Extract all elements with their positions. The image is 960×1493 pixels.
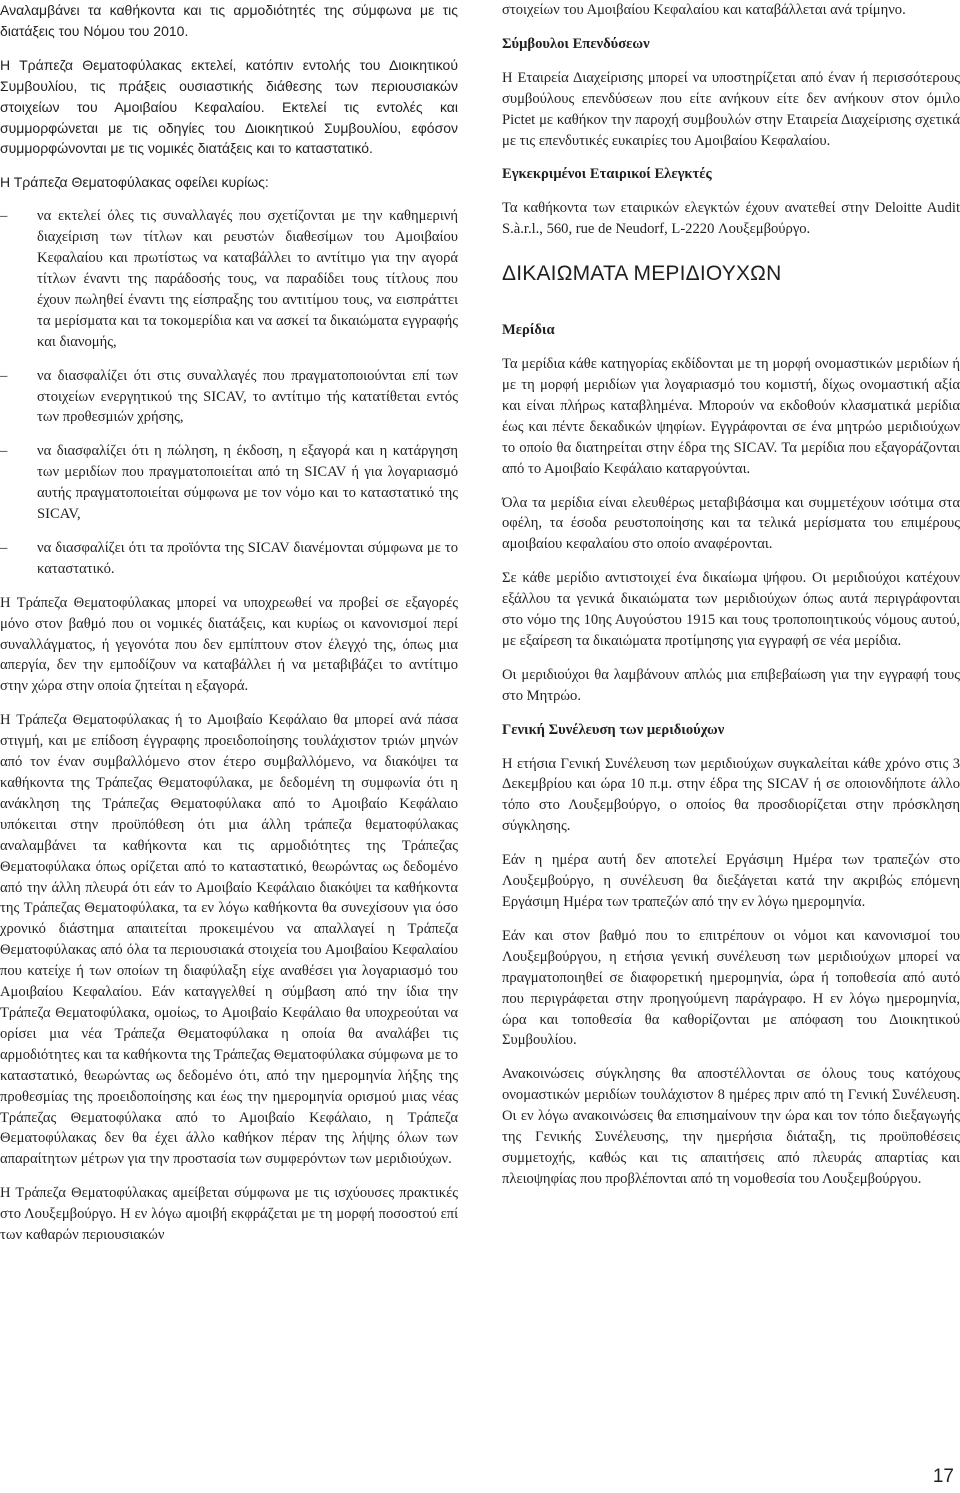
section-title-shareholder-rights: ΔΙΚΑΙΩΜΑΤΑ ΜΕΡΙΔΙΟΥΧΩΝ <box>502 262 782 286</box>
right-column <box>502 0 960 1203</box>
heading-shares: Μερίδια <box>502 322 555 339</box>
heading-general-meeting: Γενική Συνέλευση των μεριδιούχων <box>502 721 725 738</box>
paragraph-duties-law: Αναλαμβάνει τα καθήκοντα και τις αρμοδιότητές της σύμφωνα με τις διατάξεις του Νόμου του 2010. <box>0 2 458 39</box>
list-item <box>0 366 458 429</box>
list-item <box>0 441 458 525</box>
paragraph-meeting-business-day: Εάν η ημέρα αυτή δεν αποτελεί Εργάσιμη Ημέρα των τραπεζών στο Λουξεμβούργο, η συνέλευση θα διεξάγεται κατά την ακριβώς επόμενη Εργάσιμη Ημέρα των τραπεζών από την εν λόγω ημερομηνία. <box>502 852 960 910</box>
paragraph-redemptions: Η Τράπεζα Θεματοφύλακας μπορεί να υποχρεωθεί να προβεί σε εξαγορές μόνο στον βαθμό που οι νομικές διατάξεις, και κυρίως οι κανονισμοί περί συναλλάγματος, ή γεγονότα που δεν εμπίπτουν στον έλεγχό της, όπως μια απεργία, δεν την εμποδίζουν να καταβάλλει ή να μεταβιβάζει το αντίτιμο στην χώρα στην οποία ζητείται η εξαγορά. <box>0 594 458 695</box>
list-item-text: να διασφαλίζει ότι η πώληση, η έκδοση, η εξαγορά και η κατάργηση των μεριδίων που πραγματοποιείται από τη SICAV ή για λογαριασμό αυτής πραγματοποιείται σύμφωνα με τον νόμο και το καταστατικό της SICAV, <box>37 443 458 523</box>
paragraph-custodian-obligations-intro: Η Τράπεζα Θεματοφύλακας οφείλει κυρίως: <box>0 174 269 191</box>
dash-bullet-icon: – <box>0 208 8 225</box>
dash-bullet-icon: – <box>0 539 8 556</box>
list-item-text: να εκτελεί όλες τις συναλλαγές που σχετίζονται με την καθημερινή διαχείριση των τίτλων και ρευστών διαθεσίμων του Αμοιβαίου Κεφαλαίου και πρωτίστως να καταβάλλει το αντίτιμο για την αγορά τίτλων έναντι της παράδοσής τους, να παραδίδει τους τίτλους που έχουν πωληθεί έναντι της είσπραξης του αντιτίμου τους, να εισπράττει τα μερίσματα και τα τοκομερίδια και να ασκεί τα δικαιώματα εγγραφής και διανομής, <box>37 208 458 350</box>
obligations-list <box>0 206 458 580</box>
list-item <box>0 538 458 580</box>
list-item-text: να διασφαλίζει ότι τα προϊόντα της SICAV διανέμονται σύμφωνα με το καταστατικό. <box>37 539 458 577</box>
dash-bullet-icon: – <box>0 443 8 460</box>
heading-auditors: Εγκεκριμένοι Εταιρικοί Ελεγκτές <box>502 166 712 183</box>
paragraph-shares-confirmation: Οι μεριδιούχοι θα λαμβάνουν απλώς μια επιβεβαίωση για την εγγραφή τους στο Μητρώο. <box>502 666 960 704</box>
list-item-text: να διασφαλίζει ότι στις συναλλαγές που πραγματοποιούνται επί των στοιχείων ενεργητικού της SICAV, το αντίτιμο τής κατατίθεται εντός των προθεσμιών χρήσης, <box>37 367 458 426</box>
list-item <box>0 206 458 352</box>
paragraph-meeting-notices: Ανακοινώσεις σύγκλησης θα αποστέλλονται σε όλους τους κατόχους ονομαστικών μεριδίων τουλάχιστον 8 ημέρες πριν από τη Γενική Συνέλευση. Οι εν λόγω ανακοινώσεις θα επισημαίνουν την ώρα και τον τόπο διεξαγωγής της Γενικής Συνέλευσης, την ημερήσια διάταξη, τις προϋποθέσεις συμμετοχής, καθώς και τις απαιτήσεις από πλευράς απαρτίας και πλειοψηφίας που προβλέπονται από τη νομοθεσία του Λουξεμβούργου. <box>502 1066 960 1187</box>
heading-investment-advisors: Σύμβουλοι Επενδύσεων <box>502 35 650 52</box>
paragraph-meeting-alternative: Εάν και στον βαθμό που το επιτρέπουν οι νόμοι και κανονισμοί του Λουξεμβούργου, η ετήσια γενική συνέλευση των μεριδιούχων μπορεί να πραγματοποιηθεί σε διαφορετική ημερομηνία, ώρα ή τοποθεσία από αυτό που περιγράφεται στην προηγούμενη παράγραφο. Η εν λόγω ημερομηνία, ώρα και τοποθεσία θα καθορίζονται με απόφαση του Διοικητικού Συμβουλίου. <box>502 927 960 1049</box>
paragraph-remuneration-continued: στοιχείων του Αμοιβαίου Κεφαλαίου και καταβάλλεται ανά τρίμηνο. <box>502 2 906 18</box>
page-number: 17 <box>932 1466 954 1487</box>
paragraph-auditors: Τα καθήκοντα των εταιρικών ελεγκτών έχουν ανατεθεί στην Deloitte Audit S.à.r.l., 560, rue de Neudorf, L-2220 Λουξεμβούργο. <box>502 200 960 238</box>
paragraph-meeting-annual: Η ετήσια Γενική Συνέλευση των μεριδιούχων συγκαλείται κάθε χρόνο στις 3 Δεκεμβρίου και ώρα 10 π.μ. στην έδρα της SICAV ή σε οποιονδήποτε άλλο τόπο στο Λουξεμβούργο, ο οποίος θα προσδιορίζεται στην πρόσκληση σύγκλησης. <box>502 755 960 835</box>
paragraph-shares-transferable: Όλα τα μερίδια είναι ελευθέρως μεταβιβάσιμα και συμμετέχουν ισότιμα στα οφέλη, τα έσοδα ρευστοποίησης και τα τελικά μερίσματα του επιμέρους αμοιβαίου κεφαλαίου στο οποίο αναφέρονται. <box>502 494 960 553</box>
paragraph-shares-voting: Σε κάθε μερίδιο αντιστοιχεί ένα δικαίωμα ψήφου. Οι μεριδιούχοι κατέχουν εξάλλου τα γενικά δικαιώματα των μεριδιούχων όπως αυτά περιγράφονται στο νόμο της 10ης Αυγούστου 1915 και τους τροποποιητικούς νόμους αυτού, με εξαίρεση τα δικαιώματα προτίμησης για εγγραφή σε νέα μερίδια. <box>502 570 960 649</box>
dash-bullet-icon: – <box>0 367 8 384</box>
paragraph-custodian-executes: Η Τράπεζα Θεματοφύλακας εκτελεί, κατόπιν εντολής του Διοικητικού Συμβουλίου, τις πράξεις ουσιαστικής διάθεσης των περιουσιακών στοιχείων του Αμοιβαίου Κεφαλαίου. Εκτελεί τις εντολές και συμμορφώνεται με τις οδηγίες του Διοικητικού Συμβουλίου, εφόσον συμμορφώνονται με τις νομικές διατάξεις και το καταστατικό. <box>0 56 458 157</box>
paragraph-shares-form: Τα μερίδια κάθε κατηγορίας εκδίδονται με τη μορφή ονομαστικών μεριδίων ή με τη μορφή μεριδίων για λογαριασμό του κομιστή, δίχως ονομαστική αξία και είναι πλήρως καταβλημένα. Μπορούν να εκδοθούν κλασματικά μερίδια έως και πέντε δεκαδικών ψηφίων. Εγγράφονται σε ένα μητρώο μεριδιούχων το οποίο θα διατηρείται στην έδρα της SICAV. Τα μερίδια που εξαγοράζονται από το Αμοιβαίο Κεφάλαιο καταργούνται. <box>502 356 960 477</box>
paragraph-remuneration: Η Τράπεζα Θεματοφύλακας αμείβεται σύμφωνα με τις ισχύουσες πρακτικές στο Λουξεμβούργο. Η εν λόγω αμοιβή εκφράζεται με τη μορφή ποσοστού επί των καθαρών περιουσιακών <box>0 1185 458 1244</box>
paragraph-termination: Η Τράπεζα Θεματοφύλακας ή το Αμοιβαίο Κεφάλαιο θα μπορεί ανά πάσα στιγμή, και με επίδοση έγγραφης προειδοποίησης τουλάχιστον τριών μηνών από τον έναν συμβαλλόμενο στον έτερο συμβαλλόμενο, να διακόψει τα καθήκοντα της Τράπεζας Θεματοφύλακα, με δεδομένη τη συμφωνία ότι η ανάκληση της Τράπεζας Θεματοφύλακα από το Αμοιβαίο Κεφάλαιο υπόκειται στην προϋπόθεση ότι μια άλλη τράπεζα θεματοφύλακας αναλαμβάνει τα καθήκοντα και τις αρμοδιότητες της Τράπεζας Θεματοφύλακα όπως ορίζεται από το καταστατικό, θεωρώντας ως δεδομένο από την άλλη πλευρά ότι εάν το Αμοιβαίο Κεφάλαιο διακόψει τα καθήκοντα της Τράπεζας Θεματοφύλακα, τα εν λόγω καθήκοντα θα συνεχίσουν για όσο χρονικό διάστημα απαιτείται προκειμένου να απαλλαγεί η Τράπεζα Θεματοφύλακας από όλα τα περιουσιακά στοιχεία του Αμοιβαίου Κεφαλαίου που κατείχε ή των οποίων τη διαφύλαξη είχε αναθέσει για λογαριασμό του Αμοιβαίου Κεφαλαίου. Εάν καταγγελθεί η σύμβαση από την ίδια την Τράπεζα Θεματοφύλακα, ομοίως, το Αμοιβαίο Κεφάλαιο θα υποχρεούται να ορίσει μια νέα Τράπεζα Θεματοφύλακα η οποία θα αναλάβει τις αρμοδιότητες και τα καθήκοντα της Τράπεζας Θεματοφύλακα σύμφωνα με το καταστατικό, θεωρώντας ως δεδομένο ότι, από την ημερομηνία λήξης της προθεσμίας της προειδοποίησης και έως την ημερομηνία ορισμού μιας νέας Τράπεζας Θεματοφύλακα από το Αμοιβαίο Κεφάλαιο, η Τράπεζα Θεματοφύλακας δεν θα έχει άλλο καθήκον πέραν της λήψης όλων των απαραίτητων μέτρων για την προστασία των συμφερόντων των μεριδιούχων. <box>0 712 458 1168</box>
paragraph-investment-advisors: Η Εταιρεία Διαχείρισης μπορεί να υποστηρίζεται από έναν ή περισσότερους συμβούλους επενδύσεων που είτε ανήκουν είτε δεν ανήκουν στον όμιλο Pictet με καθήκον την παροχή συμβουλών στην Εταιρεία Διαχείρισης σχετικά με τις επενδυτικές ευκαιρίες του Αμοιβαίου Κεφαλαίου. <box>502 69 960 149</box>
left-column <box>0 0 458 1259</box>
